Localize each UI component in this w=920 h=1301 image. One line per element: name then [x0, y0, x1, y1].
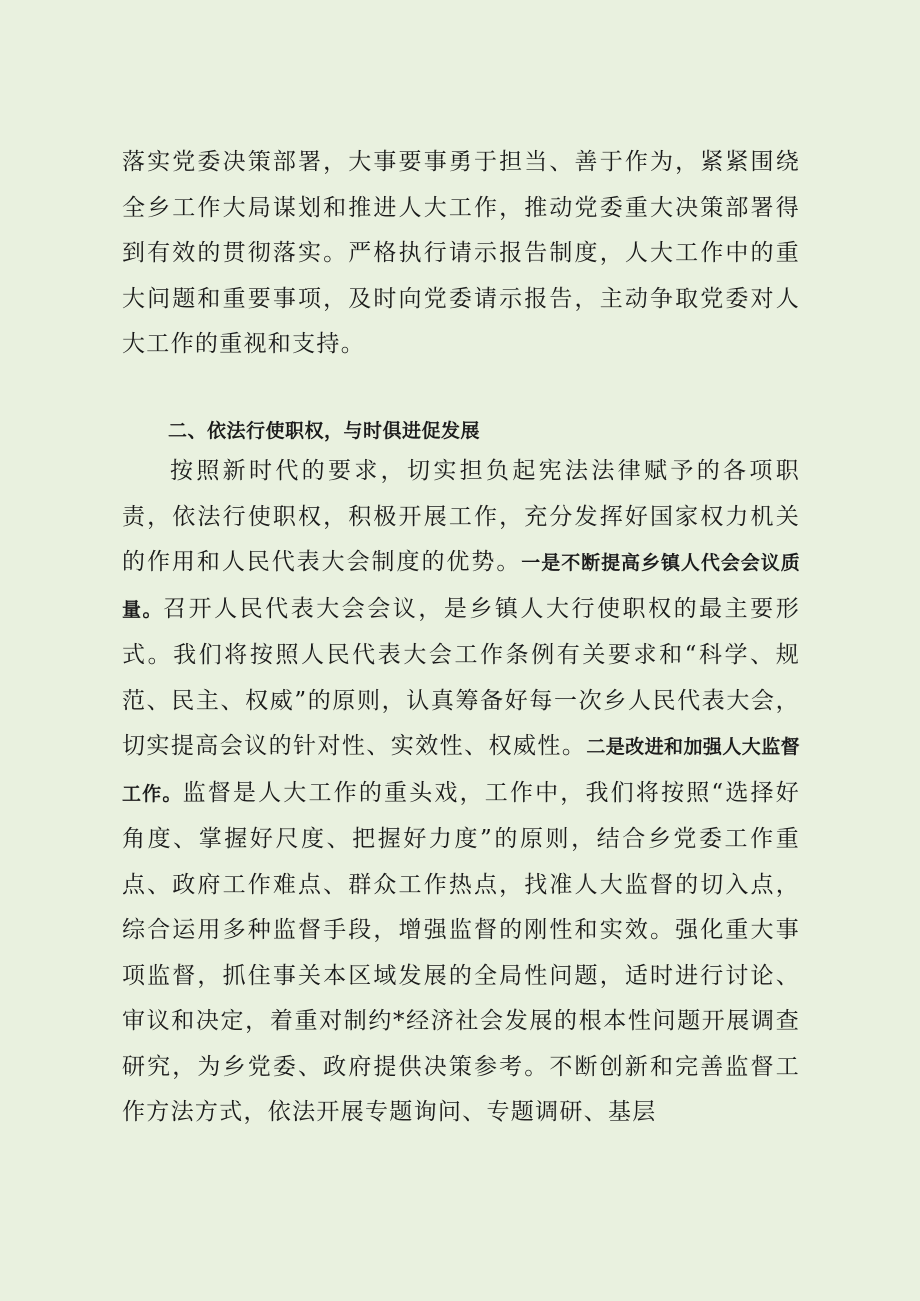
bold-point-two: 二是改进和加强人大监督工作。 — [122, 736, 800, 805]
section-paragraph — [122, 449, 800, 1136]
paragraph-text: 召开人民代表大会会议，是乡镇人大行使职权的最主要形式。我们将按照人民代表大会工作条例有关要求和“科学、规范、民主、权威”的原则，认真筹备好每一次乡人民代表大会，切实提高会议的针对性、实效性、权威性。 — [122, 595, 800, 759]
paragraph-text: 按照新时代的要求，切实担负起宪法法律赋予的各项职责，依法行使职权，积极开展工作，充分发挥好国家权力机关的作用和人民代表大会制度的优势。 — [122, 458, 800, 575]
bold-point-one: 一是不断提高乡镇人代会会议质量。 — [122, 552, 800, 621]
paragraph-continuation: 落实党委决策部署，大事要事勇于担当、善于作为，紧紧围绕全乡工作大局谋划和推进人大工作，推动党委重大决策部署得到有效的贯彻落实。严格执行请示报告制度，人大工作中的重大问题和重要事项，及时向党委请示报告，主动争取党委对人大工作的重视和支持。 — [122, 149, 800, 357]
paragraph-text: 监督是人大工作的重头戏，工作中，我们将按照“选择好角度、掌握好尺度、把握好力度”的原则，结合乡党委工作重点、政府工作难点、群众工作热点，找准人大监督的切入点，综合运用多种监督手段，增强监督的刚性和实效。强化重大事项监督，抓住事关本区域发展的全局性问题，适时进行讨论、审议和决定，着重对制约*经济社会发展的根本性问题开展调查研究，为乡党委、政府提供决策参考。不断创新和完善监督工作方法方式，依法开展专题询问、专题调研、基层 — [122, 779, 801, 1125]
section-heading: 二、依法行使职权，与时俱进促发展 — [168, 420, 481, 442]
